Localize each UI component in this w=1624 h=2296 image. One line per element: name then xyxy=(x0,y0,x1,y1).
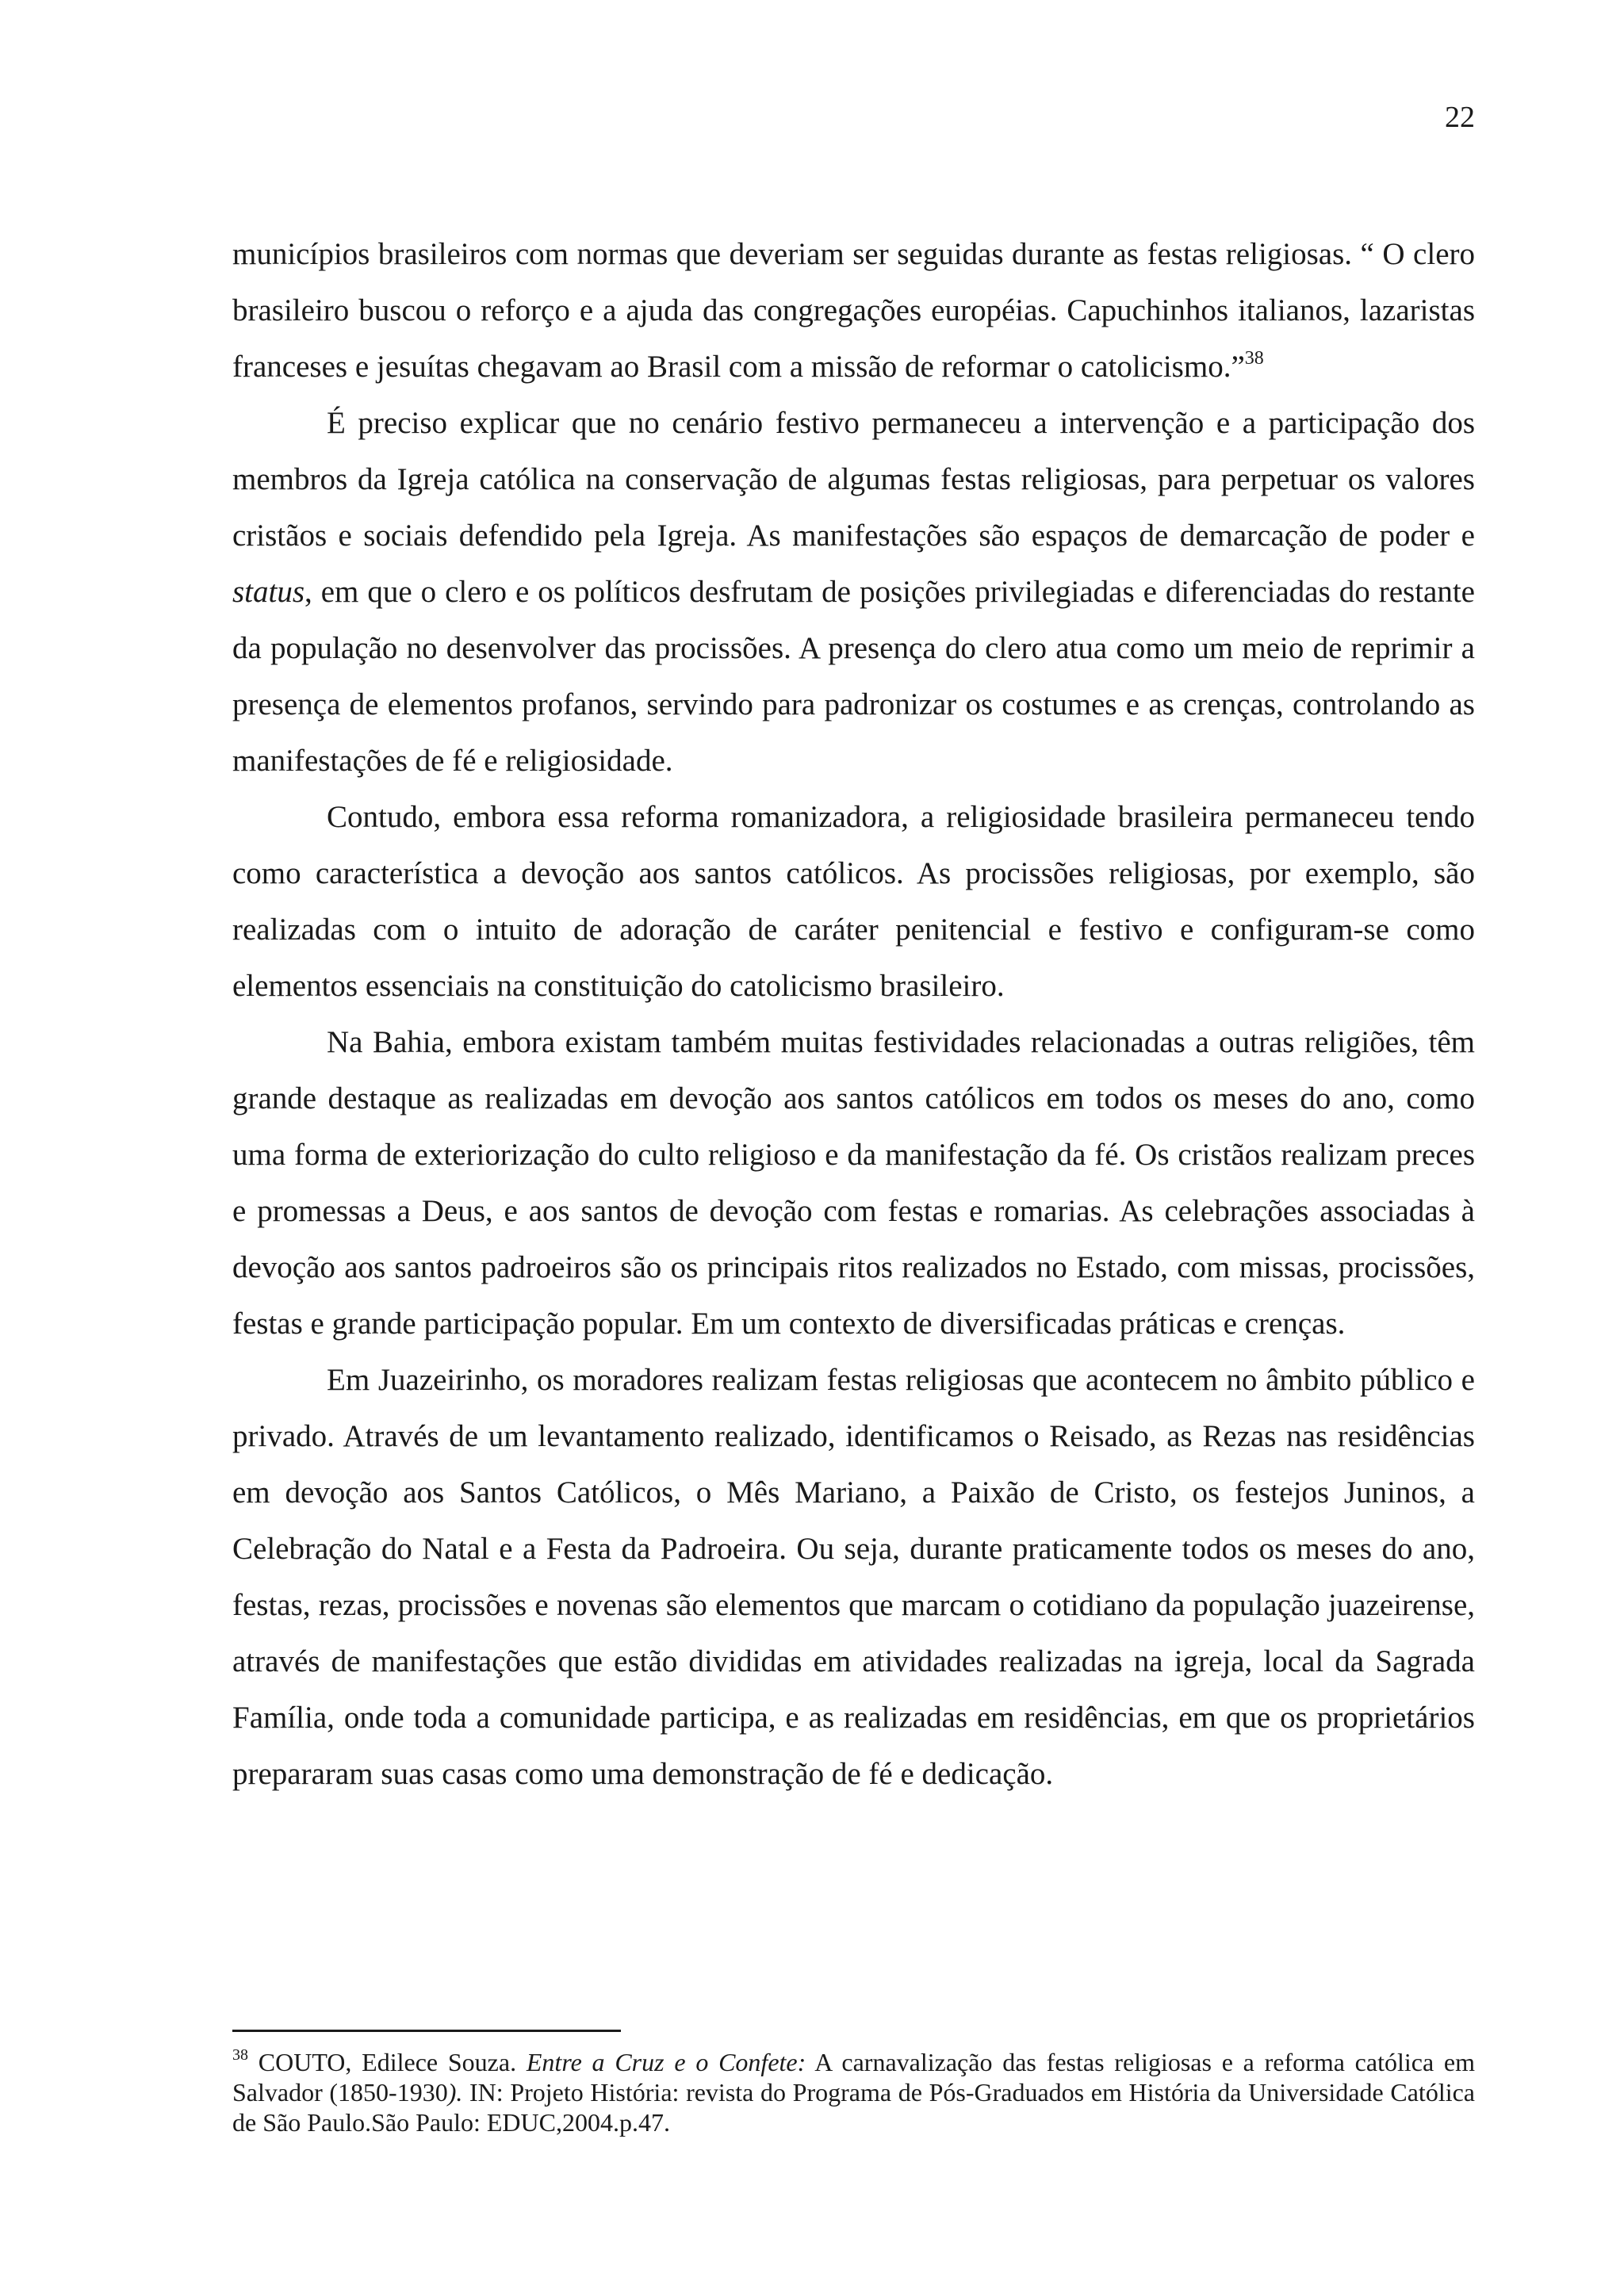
paragraph-3: Contudo, embora essa reforma romanizadora, a religiosidade brasileira permaneceu tendo como característica a devoção aos santos católicos. As procissões religiosas, por exemplo, são realizadas com o intuito de adoração de caráter penitencial e festivo e configuram-se como elementos essenciais na constituição do catolicismo brasileiro. xyxy=(232,800,1475,1003)
paragraph-2 xyxy=(232,395,1475,789)
paragraph-4: Na Bahia, embora existam também muitas festividades relacionadas a outras religiões, têm grande destaque as realizadas em devoção aos santos católicos em todos os meses do ano, como uma forma de exteriorização do culto religioso e da manifestação da fé. Os cristãos realizam preces e promessas a Deus, e aos santos de devoção com festas e romarias. As celebrações associadas à devoção aos santos padroeiros são os principais ritos realizados no Estado, com missas, procissões, festas e grande participação popular. Em um contexto de diversificadas práticas e crenças. xyxy=(232,1025,1475,1341)
paragraph-1-text: municípios brasileiros com normas que deveriam ser seguidas durante as festas religiosas. “ O clero brasileiro buscou o reforço e a ajuda das congregações européias. Capuchinhos italianos, lazaristas franceses e jesuítas chegavam ao Brasil com a missão de reformar o catolicismo.” xyxy=(232,237,1475,384)
page-number: 22 xyxy=(1445,101,1475,134)
footnote-rest: IN: Projeto História: revista do Programa de Pós-Graduados em História da Universidade Católica de São Paulo.São Paulo: EDUC,2004.p.47. xyxy=(232,2078,1476,2137)
paragraph-1 xyxy=(232,226,1475,395)
footnote-italic-paren: ). xyxy=(447,2078,463,2107)
footnote-author: COUTO, Edilece Souza. xyxy=(248,2048,527,2076)
footnote-separator xyxy=(232,2030,621,2032)
footnote-number: 38 xyxy=(232,2046,248,2064)
footnote-title: Entre a Cruz e o Confete: xyxy=(526,2048,806,2076)
paragraph-2-text-a: É preciso explicar que no cenário festivo permaneceu a intervenção e a participação dos membros da Igreja católica na conservação de algumas festas religiosas, para perpetuar os valores cristãos e sociais defendido pela Igreja. As manifestações são espaços de demarcação de poder e xyxy=(232,406,1475,553)
body-text xyxy=(232,226,1475,1802)
footnote-reference: 38 xyxy=(1244,348,1264,369)
paragraph-2-text-b: , em que o clero e os políticos desfrutam de posições privilegiadas e diferenciadas do restante da população no desenvolver das procissões. A presença do clero atua como um meio de reprimir a presença de elementos profanos, servindo para padronizar os costumes e as crenças, controlando as manifestações de fé e religiosidade. xyxy=(232,575,1475,778)
italic-term-status: status xyxy=(232,575,305,609)
footnote xyxy=(232,2047,1475,2137)
footnote-subtitle: A carnavalização das festas religiosas e a reforma católica em Salvador (1850-1930 xyxy=(232,2048,1476,2107)
paragraph-5: Em Juazeirinho, os moradores realizam festas religiosas que acontecem no âmbito público e privado. Através de um levantamento realizado, identificamos o Reisado, as Rezas nas residências em devoção aos Santos Católicos, o Mês Mariano, a Paixão de Cristo, os festejos Juninos, a Celebração do Natal e a Festa da Padroeira. Ou seja, durante praticamente todos os meses do ano, festas, rezas, procissões e novenas são elementos que marcam o cotidiano da população juazeirense, através de manifestações que estão divididas em atividades realizadas na igreja, local da Sagrada Família, onde toda a comunidade participa, e as realizadas em residências, em que os proprietários prepararam suas casas como uma demonstração de fé e dedicação. xyxy=(232,1363,1475,1791)
